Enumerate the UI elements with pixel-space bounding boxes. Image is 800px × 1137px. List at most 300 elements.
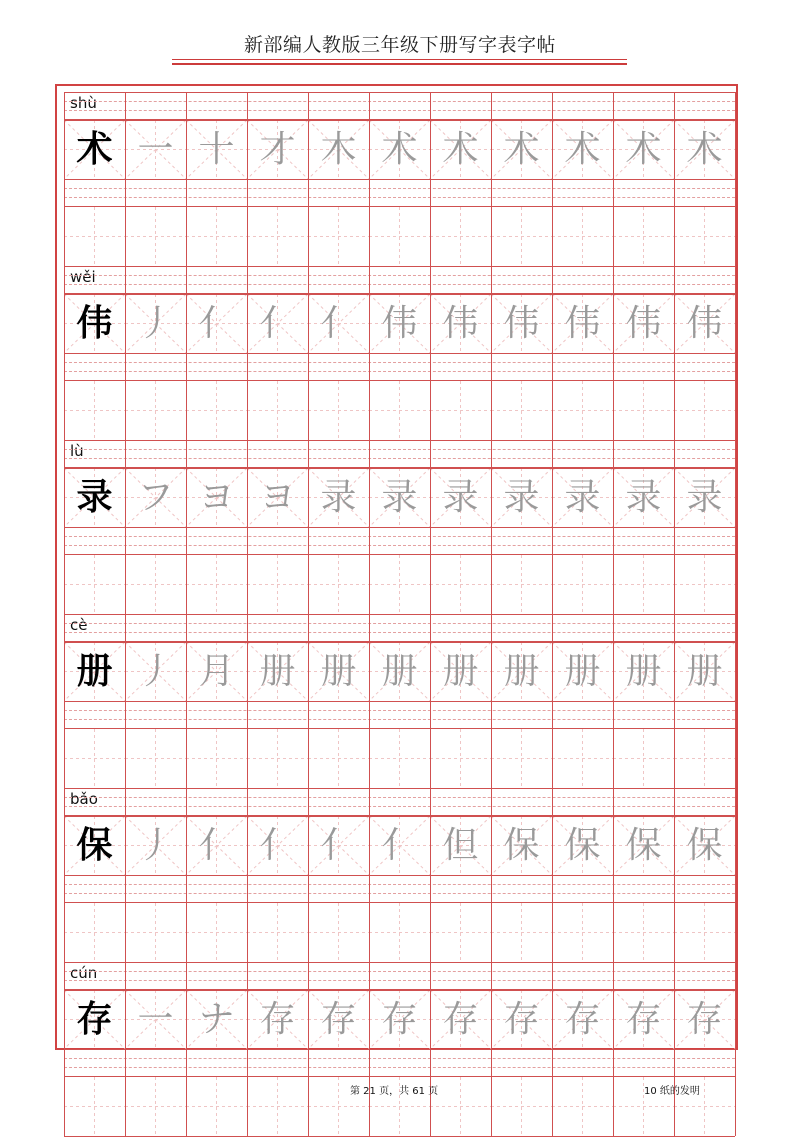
column-line: [613, 120, 614, 179]
stroke-order-cell: [552, 990, 613, 1049]
column-line: [247, 555, 248, 614]
practice-guide-line: [64, 1067, 735, 1068]
column-line: [186, 816, 187, 875]
pinyin-column-line: [735, 701, 736, 729]
stroke-step-character: 录: [686, 477, 723, 518]
stroke-order-cell: [491, 294, 552, 353]
column-line: [735, 642, 736, 701]
column-line: [186, 1077, 187, 1136]
stroke-step-character: 亻: [320, 825, 357, 866]
pinyin-column-line: [64, 353, 65, 381]
pinyin-column-line: [125, 875, 126, 903]
blank-practice-cell: [430, 555, 491, 614]
stroke-step-character: 亻: [259, 825, 296, 866]
practice-guide-line: [64, 362, 735, 363]
pinyin-column-line: [735, 179, 736, 207]
pinyin-column-line: [308, 266, 309, 294]
column-line: [430, 642, 431, 701]
stroke-order-cell: [430, 294, 491, 353]
cell-border-line: [64, 120, 735, 121]
blank-practice-cell: [674, 381, 735, 440]
column-line: [491, 468, 492, 527]
column-line: [735, 120, 736, 179]
pinyin-column-line: [674, 614, 675, 642]
pinyin-column-line: [735, 92, 736, 120]
blank-practice-cell: [247, 903, 308, 962]
model-character: 册: [76, 650, 113, 692]
blank-practice-cell: [674, 729, 735, 788]
pinyin-column-line: [369, 440, 370, 468]
pinyin-column-line: [430, 440, 431, 468]
pinyin-column-line: [491, 1049, 492, 1077]
character-block: [64, 614, 735, 788]
column-line: [491, 990, 492, 1049]
blank-practice-cell: [64, 729, 125, 788]
pinyin-guide-line: [64, 101, 735, 102]
column-line: [186, 207, 187, 266]
column-line: [186, 381, 187, 440]
column-line: [308, 990, 309, 1049]
stroke-order-cell: [613, 816, 674, 875]
pinyin-column-line: [247, 788, 248, 816]
pinyin-column-line: [125, 92, 126, 120]
stroke-order-cell: [125, 816, 186, 875]
pinyin-column-line: [613, 875, 614, 903]
blank-practice-cell: [186, 903, 247, 962]
blank-practice-cell: [491, 381, 552, 440]
stroke-step-character: 保: [564, 825, 601, 866]
column-line: [735, 555, 736, 614]
pinyin-column-line: [125, 788, 126, 816]
stroke-order-cell: [430, 990, 491, 1049]
pinyin-guide-line: [64, 92, 735, 93]
stroke-order-cell: [674, 990, 735, 1049]
pinyin-column-line: [247, 179, 248, 207]
practice-guide-line: [64, 188, 735, 189]
blank-practice-cell: [247, 381, 308, 440]
stroke-step-character: 术: [503, 129, 540, 170]
pinyin-column-line: [491, 440, 492, 468]
pinyin-column-line: [247, 353, 248, 381]
practice-guide-line: [64, 536, 735, 537]
column-line: [674, 381, 675, 440]
pinyin-column-line: [735, 353, 736, 381]
column-line: [674, 120, 675, 179]
pinyin-guide-line: [64, 458, 735, 459]
pinyin-column-line: [491, 788, 492, 816]
pinyin-column-line: [491, 266, 492, 294]
column-line: [491, 642, 492, 701]
column-line: [247, 903, 248, 962]
pinyin-column-line: [308, 92, 309, 120]
stroke-step-character: 伟: [503, 303, 540, 344]
pinyin-row: [64, 440, 735, 468]
practice-guide-line: [64, 197, 735, 198]
pinyin-column-line: [491, 701, 492, 729]
pinyin-column-line: [369, 1049, 370, 1077]
pinyin-column-line: [552, 1049, 553, 1077]
cell-border-line: [64, 816, 735, 817]
pinyin-column-line: [247, 962, 248, 990]
stroke-step-character: 册: [564, 651, 601, 692]
stroke-step-character: 伟: [686, 303, 723, 344]
blank-practice-cell: [64, 555, 125, 614]
column-line: [64, 729, 65, 788]
practice-guide-line: [64, 719, 735, 720]
stroke-step-character: 存: [381, 999, 418, 1040]
pinyin-column-line: [125, 962, 126, 990]
blank-practice-cell: [552, 207, 613, 266]
pinyin-column-line: [308, 788, 309, 816]
pinyin-column-line: [674, 788, 675, 816]
pinyin-column-line: [735, 614, 736, 642]
blank-practice-cell: [491, 729, 552, 788]
stroke-step-character: 存: [625, 999, 662, 1040]
pinyin-column-line: [64, 962, 65, 990]
column-line: [552, 642, 553, 701]
column-line: [308, 1077, 309, 1136]
pinyin-column-line: [674, 701, 675, 729]
column-line: [247, 816, 248, 875]
model-character: 伟: [76, 302, 113, 344]
pinyin-label: lù: [70, 442, 84, 460]
practice-guide-line: [64, 371, 735, 372]
stroke-order-cell: [369, 120, 430, 179]
column-line: [674, 642, 675, 701]
character-cell-row: [64, 294, 735, 353]
pinyin-column-line: [308, 875, 309, 903]
column-line: [735, 729, 736, 788]
pinyin-column-line: [430, 701, 431, 729]
blank-practice-cell: [613, 381, 674, 440]
stroke-step-character: 录: [320, 477, 357, 518]
column-line: [64, 1077, 65, 1136]
blank-practice-cell: [308, 555, 369, 614]
stroke-step-character: 亻: [198, 825, 235, 866]
column-line: [491, 903, 492, 962]
pinyin-column-line: [674, 1049, 675, 1077]
column-line: [674, 468, 675, 527]
column-line: [369, 729, 370, 788]
character-block: [64, 92, 735, 266]
column-line: [674, 903, 675, 962]
column-line: [674, 207, 675, 266]
column-line: [125, 207, 126, 266]
blank-practice-cell: [491, 207, 552, 266]
pinyin-column-line: [308, 701, 309, 729]
column-line: [552, 990, 553, 1049]
blank-practice-cell: [552, 555, 613, 614]
column-line: [552, 903, 553, 962]
stroke-order-cell: [308, 120, 369, 179]
pinyin-column-line: [64, 266, 65, 294]
column-line: [247, 468, 248, 527]
practice-grid: [64, 92, 735, 1044]
pinyin-column-line: [125, 440, 126, 468]
model-character: 术: [76, 128, 113, 170]
pinyin-guide-line: [64, 275, 735, 276]
stroke-step-character: 术: [442, 129, 479, 170]
column-line: [613, 555, 614, 614]
column-line: [247, 381, 248, 440]
stroke-step-character: 丿: [137, 651, 174, 692]
stroke-order-cell: [613, 294, 674, 353]
column-line: [308, 816, 309, 875]
pinyin-row: [64, 92, 735, 120]
pinyin-column-line: [247, 440, 248, 468]
column-line: [308, 642, 309, 701]
pinyin-column-line: [613, 92, 614, 120]
blank-practice-cell: [125, 555, 186, 614]
blank-practice-cell: [64, 1077, 125, 1136]
pinyin-column-line: [247, 875, 248, 903]
stroke-step-character: 册: [625, 651, 662, 692]
blank-practice-row: [64, 555, 735, 614]
stroke-order-cell: [430, 468, 491, 527]
practice-guide-line: [64, 353, 735, 354]
blank-practice-cell: [430, 1077, 491, 1136]
pinyin-column-line: [186, 788, 187, 816]
pinyin-column-line: [369, 266, 370, 294]
pinyin-column-line: [613, 527, 614, 555]
pinyin-column-line: [613, 266, 614, 294]
character-block: [64, 962, 735, 1136]
blank-practice-cell: [430, 903, 491, 962]
pinyin-column-line: [613, 440, 614, 468]
stroke-order-cell: [125, 642, 186, 701]
pinyin-column-line: [674, 527, 675, 555]
pinyin-column-line: [491, 179, 492, 207]
pinyin-column-line: [308, 962, 309, 990]
pinyin-column-line: [369, 962, 370, 990]
model-character: 保: [76, 824, 113, 866]
blank-practice-cell: [674, 555, 735, 614]
stroke-step-character: ヨ: [259, 477, 296, 518]
practice-guide-line: [64, 875, 735, 876]
stroke-step-character: 册: [381, 651, 418, 692]
pinyin-column-line: [186, 92, 187, 120]
stroke-order-cell: [674, 294, 735, 353]
stroke-order-cell: [491, 642, 552, 701]
blank-practice-cell: [674, 207, 735, 266]
column-line: [369, 555, 370, 614]
practice-guide-line: [64, 1058, 735, 1059]
column-line: [64, 468, 65, 527]
stroke-step-character: 录: [503, 477, 540, 518]
column-line: [125, 120, 126, 179]
stroke-step-character: 十: [198, 129, 235, 170]
pinyin-column-line: [369, 353, 370, 381]
column-line: [552, 294, 553, 353]
pinyin-row: [64, 788, 735, 816]
pinyin-column-line: [125, 1049, 126, 1077]
stroke-step-character: 木: [320, 129, 357, 170]
blank-practice-cell: [186, 555, 247, 614]
stroke-step-character: 一: [137, 129, 174, 170]
stroke-order-cell: [369, 816, 430, 875]
pinyin-column-line: [613, 788, 614, 816]
column-line: [247, 990, 248, 1049]
practice-guide-line: [64, 527, 735, 528]
pinyin-column-line: [491, 92, 492, 120]
stroke-step-character: フ: [137, 477, 174, 518]
column-line: [125, 903, 126, 962]
column-line: [552, 1077, 553, 1136]
pinyin-guide-line: [64, 266, 735, 267]
stroke-order-cell: [552, 294, 613, 353]
pinyin-column-line: [735, 788, 736, 816]
blank-practice-row: [64, 903, 735, 962]
column-line: [186, 903, 187, 962]
blank-practice-cell: [186, 207, 247, 266]
blank-practice-cell: [430, 729, 491, 788]
pinyin-column-line: [552, 962, 553, 990]
column-line: [430, 555, 431, 614]
column-line: [430, 468, 431, 527]
blank-practice-cell: [491, 903, 552, 962]
stroke-step-character: 录: [564, 477, 601, 518]
pinyin-guide-line: [64, 806, 735, 807]
stroke-order-cell: [247, 120, 308, 179]
column-line: [308, 555, 309, 614]
pinyin-column-line: [308, 614, 309, 642]
practice-guide-line: [64, 545, 735, 546]
pinyin-column-line: [125, 527, 126, 555]
stroke-order-cell: [674, 468, 735, 527]
model-character-cell: [64, 990, 125, 1049]
pinyin-column-line: [430, 962, 431, 990]
pinyin-label: bǎo: [70, 790, 98, 808]
blank-practice-cell: [125, 207, 186, 266]
stroke-step-character: 亻: [381, 825, 418, 866]
stroke-order-cell: [125, 294, 186, 353]
column-line: [613, 207, 614, 266]
model-character-cell: [64, 816, 125, 875]
column-line: [491, 729, 492, 788]
stroke-order-cell: [186, 120, 247, 179]
pinyin-column-line: [491, 614, 492, 642]
stroke-order-cell: [308, 468, 369, 527]
blank-practice-cell: [64, 903, 125, 962]
pinyin-column-line: [613, 1049, 614, 1077]
stroke-step-character: 才: [259, 129, 296, 170]
column-line: [64, 816, 65, 875]
column-line: [369, 642, 370, 701]
stroke-order-cell: [491, 990, 552, 1049]
stroke-step-character: 录: [442, 477, 479, 518]
pinyin-guide-line: [64, 632, 735, 633]
pinyin-guide-line: [64, 962, 735, 963]
column-line: [430, 207, 431, 266]
character-block: [64, 788, 735, 962]
model-character: 存: [76, 998, 113, 1040]
column-line: [186, 468, 187, 527]
pinyin-column-line: [64, 701, 65, 729]
pinyin-column-line: [125, 179, 126, 207]
pinyin-guide-line: [64, 440, 735, 441]
page-number: 第 21 页，共 61 页: [350, 1086, 439, 1097]
blank-practice-cell: [64, 381, 125, 440]
pinyin-column-line: [247, 701, 248, 729]
pinyin-column-line: [64, 1049, 65, 1077]
blank-practice-row: [64, 729, 735, 788]
stroke-step-character: 一: [137, 999, 174, 1040]
blank-practice-cell: [430, 381, 491, 440]
stroke-order-cell: [369, 468, 430, 527]
pinyin-column-line: [125, 614, 126, 642]
pinyin-column-line: [735, 266, 736, 294]
blank-practice-cell: [613, 729, 674, 788]
pinyin-column-line: [552, 614, 553, 642]
pinyin-row: [64, 266, 735, 294]
column-line: [491, 120, 492, 179]
model-character-cell: [64, 642, 125, 701]
pinyin-column-line: [552, 266, 553, 294]
column-line: [552, 468, 553, 527]
stroke-order-cell: [491, 816, 552, 875]
pinyin-column-line: [430, 92, 431, 120]
pinyin-column-line: [491, 353, 492, 381]
blank-practice-cell: [674, 903, 735, 962]
blank-practice-cell: [552, 903, 613, 962]
stroke-step-character: 月: [198, 651, 235, 692]
stroke-step-character: 录: [381, 477, 418, 518]
stroke-order-cell: [369, 990, 430, 1049]
lesson-reference: 10 纸的发明: [644, 1086, 700, 1097]
blank-practice-cell: [186, 729, 247, 788]
stroke-order-cell: [369, 642, 430, 701]
column-line: [491, 381, 492, 440]
pinyin-column-line: [552, 701, 553, 729]
column-line: [125, 642, 126, 701]
column-line: [247, 1077, 248, 1136]
blank-practice-cell: [308, 903, 369, 962]
stroke-order-cell: [125, 468, 186, 527]
blank-practice-row: [64, 207, 735, 266]
column-line: [125, 1077, 126, 1136]
stroke-order-cell: [430, 816, 491, 875]
blank-practice-cell: [552, 729, 613, 788]
stroke-order-cell: [186, 642, 247, 701]
stroke-step-character: ヨ: [198, 477, 235, 518]
pinyin-guide-line: [64, 623, 735, 624]
stroke-step-character: 伟: [625, 303, 662, 344]
pinyin-column-line: [64, 527, 65, 555]
cell-border-line: [64, 468, 735, 469]
column-line: [613, 294, 614, 353]
column-line: [613, 642, 614, 701]
stroke-order-cell: [552, 120, 613, 179]
blank-practice-cell: [369, 381, 430, 440]
pinyin-column-line: [186, 527, 187, 555]
column-line: [64, 294, 65, 353]
pinyin-column-line: [552, 788, 553, 816]
stroke-order-cell: [552, 468, 613, 527]
column-line: [125, 729, 126, 788]
column-line: [674, 990, 675, 1049]
column-line: [491, 207, 492, 266]
pinyin-column-line: [369, 788, 370, 816]
pinyin-column-line: [613, 179, 614, 207]
stroke-order-cell: [125, 990, 186, 1049]
column-line: [491, 816, 492, 875]
stroke-step-character: 存: [686, 999, 723, 1040]
column-line: [613, 990, 614, 1049]
stroke-step-character: 但: [442, 825, 479, 866]
pinyin-column-line: [64, 440, 65, 468]
stroke-order-cell: [186, 816, 247, 875]
pinyin-column-line: [186, 179, 187, 207]
